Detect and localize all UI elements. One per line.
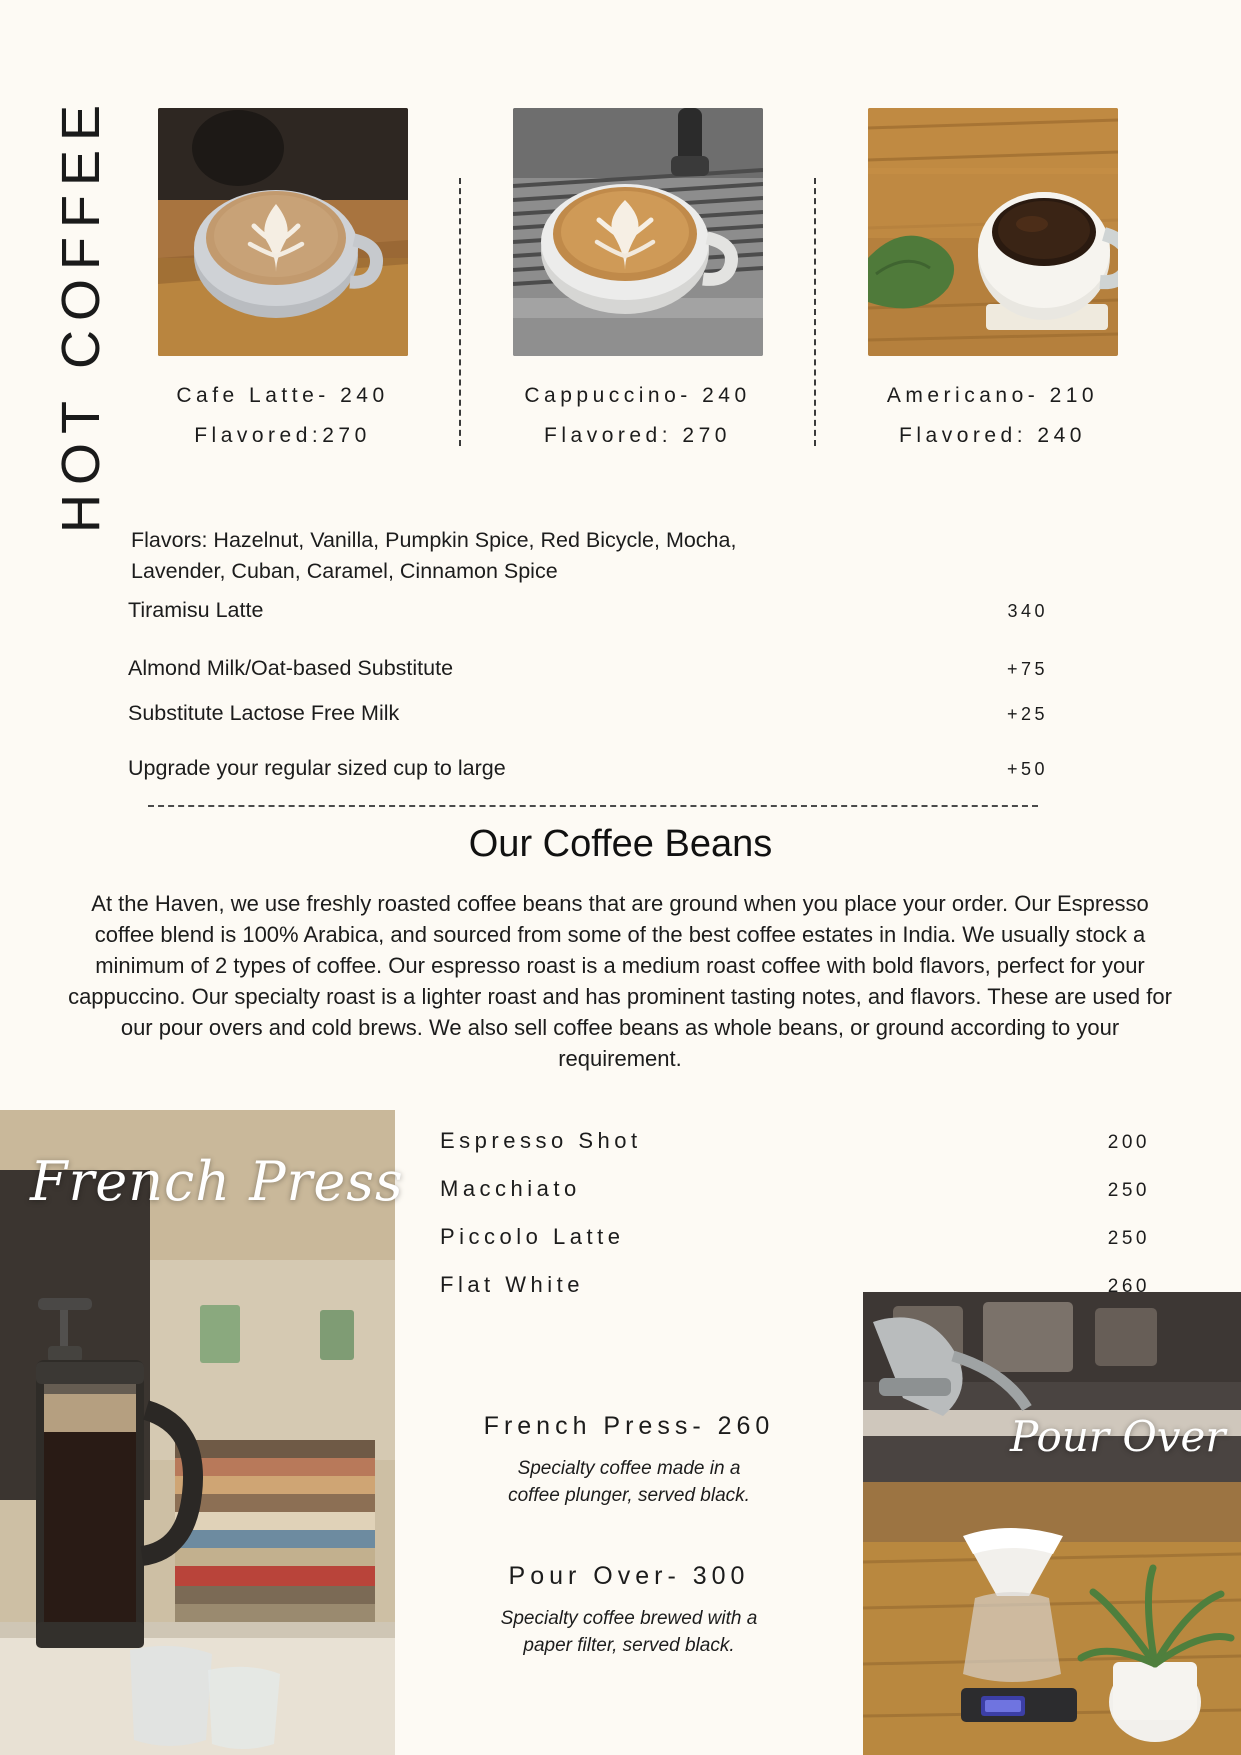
beans-heading: Our Coffee Beans [468,823,773,865]
pour-over-photo [863,1292,1241,1755]
brew-block-french-press [395,1412,863,1509]
addon-price: +25 [1006,704,1048,724]
section-title-hot-coffee [36,96,126,534]
espresso-item-name: Espresso Shot [440,1128,642,1153]
espresso-row [440,1128,1150,1154]
cafe-latte-photo [158,108,408,356]
addon-row [128,756,1048,781]
addon-label: Upgrade your regular sized cup to large [128,756,506,780]
addon-row [128,656,1048,681]
drink-flavored-price: Flavored: 240 [899,424,1086,447]
espresso-item-price: 200 [1107,1132,1150,1153]
brew-desc-line-2: coffee plunger, served black. [508,1485,750,1506]
card-divider-1 [459,178,461,446]
drink-flavored-price: Flavored: 270 [544,424,731,447]
addon-label: Tiramisu Latte [128,598,264,622]
addon-price: +75 [1006,659,1048,679]
espresso-item-name: Flat White [440,1272,585,1297]
brew-title: French Press- 260 [483,1412,775,1440]
espresso-row [440,1272,1150,1298]
flavors-line-2: Lavender, Cuban, Caramel, Cinnamon Spice [131,559,558,583]
espresso-row [440,1176,1150,1202]
espresso-item-name: Piccolo Latte [440,1224,625,1249]
drink-name: Cafe Latte- 240 [176,384,389,407]
brew-description [395,1455,863,1509]
section-title-text: HOT COFFEE [51,96,111,534]
section-divider [148,805,1038,807]
drink-card [485,108,790,448]
brew-title: Pour Over- 300 [508,1562,750,1590]
espresso-row [440,1224,1150,1250]
brew-desc-line-2: paper filter, served black. [523,1635,735,1656]
brew-desc-line-1: Specialty coffee made in a [517,1458,741,1479]
addon-row [128,701,1048,726]
cappuccino-photo [513,108,763,356]
french-press-script-label: French Press [30,1150,404,1213]
card-divider-2 [814,178,816,446]
pour-over-script-label: Pour Over [1010,1412,1226,1461]
drink-name: Cappuccino- 240 [524,384,751,407]
addon-price: 340 [1007,601,1048,621]
brew-description [395,1605,863,1659]
americano-photo [868,108,1118,356]
addon-row-list [128,598,1048,803]
drink-card-list [130,108,1150,448]
espresso-item-price: 250 [1107,1228,1150,1249]
espresso-price-list [440,1128,1150,1320]
drink-flavored-price: Flavored:270 [194,424,371,447]
addon-label: Substitute Lactose Free Milk [128,701,400,725]
flavors-line-1: Flavors: Hazelnut, Vanilla, Pumpkin Spice, Red Bicycle, Mocha, [131,528,737,552]
flavors-list [131,525,831,587]
drink-card [840,108,1145,448]
espresso-item-price: 260 [1107,1276,1150,1297]
drink-name: Americano- 210 [886,384,1099,407]
brew-desc-line-1: Specialty coffee brewed with a [500,1608,758,1629]
beans-description: At the Haven, we use freshly roasted coffee beans that are ground when you place your order. Our Espresso coffee blend is 100% Arabica, and sourced from some of the best coffee estates in India. We usually stock a minimum of 2 types of coffee. Our espresso roast is a medium roast coffee with bold flavors, perfect for your cappuccino. Our specialty roast is a lighter roast and has prominent tasting notes, and flavors. These are used for our pour overs and cold brews. We also sell coffee beans as whole beans, or ground according to your requirement. [68,891,1172,1071]
drink-card [130,108,435,448]
addon-price: +50 [1006,759,1048,779]
espresso-item-price: 250 [1107,1180,1150,1201]
espresso-item-name: Macchiato [440,1176,581,1201]
addon-row [128,598,1048,623]
addon-label: Almond Milk/Oat-based Substitute [128,656,454,680]
brew-block-pour-over [395,1562,863,1659]
